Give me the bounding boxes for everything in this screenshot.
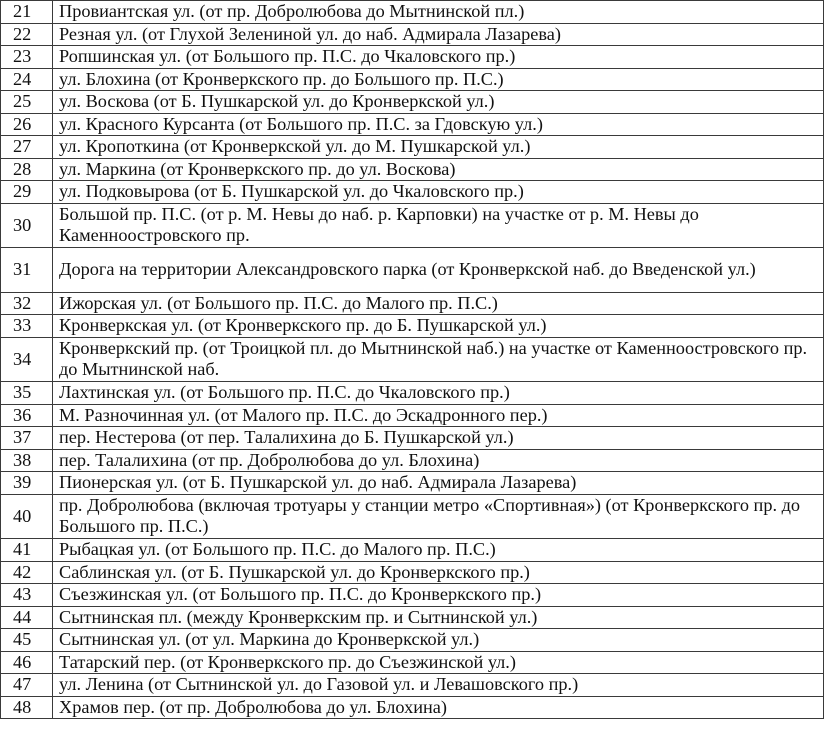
row-number: 40	[1, 494, 53, 539]
street-name: Лахтинская ул. (от Большого пр. П.С. до Чкаловского пр.)	[53, 382, 824, 405]
street-name: Сытнинская ул. (от ул. Маркина до Кронверкской ул.)	[53, 629, 824, 652]
row-number: 28	[1, 158, 53, 181]
row-number: 26	[1, 113, 53, 136]
row-number: 23	[1, 46, 53, 69]
table-row	[1, 472, 824, 495]
street-name: ул. Ленина (от Сытнинской ул. до Газовой ул. и Левашовского пр.)	[53, 674, 824, 697]
row-number: 25	[1, 91, 53, 114]
street-name: пер. Талалихина (от пр. Добролюбова до ул. Блохина)	[53, 449, 824, 472]
street-name: М. Разночинная ул. (от Малого пр. П.С. до Эскадронного пер.)	[53, 404, 824, 427]
row-number: 29	[1, 181, 53, 204]
row-number: 37	[1, 427, 53, 450]
table-row	[1, 68, 824, 91]
street-name: пр. Добролюбова (включая тротуары у станции метро «Спортивная») (от Кронверкского пр. до Большого пр. П.С.)	[53, 494, 824, 539]
table-row	[1, 494, 824, 539]
table-row	[1, 427, 824, 450]
row-number: 45	[1, 629, 53, 652]
row-number: 44	[1, 606, 53, 629]
table-row	[1, 674, 824, 697]
table-row	[1, 382, 824, 405]
row-number: 39	[1, 472, 53, 495]
street-name: пер. Нестерова (от пер. Талалихина до Б. Пушкарской ул.)	[53, 427, 824, 450]
row-number: 36	[1, 404, 53, 427]
row-number: 33	[1, 315, 53, 338]
table-row	[1, 404, 824, 427]
street-name: Большой пр. П.С. (от р. М. Невы до наб. р. Карповки) на участке от р. М. Невы до Каменноостровского пр.	[53, 203, 824, 248]
table-row	[1, 91, 824, 114]
row-number: 46	[1, 651, 53, 674]
table-row	[1, 539, 824, 562]
table-row	[1, 158, 824, 181]
street-name: Провиантская ул. (от пр. Добролюбова до Мытнинской пл.)	[53, 1, 824, 24]
street-name: Дорога на территории Александровского парка (от Кронверкской наб. до Введенской ул.)	[53, 248, 824, 293]
row-number: 42	[1, 561, 53, 584]
street-name: Ижорская ул. (от Большого пр. П.С. до Малого пр. П.С.)	[53, 292, 824, 315]
table-row	[1, 561, 824, 584]
street-name: ул. Подковырова (от Б. Пушкарской ул. до Чкаловского пр.)	[53, 181, 824, 204]
street-name: Резная ул. (от Глухой Зелениной ул. до наб. Адмирала Лазарева)	[53, 23, 824, 46]
row-number: 31	[1, 248, 53, 293]
table-row	[1, 651, 824, 674]
table-row	[1, 315, 824, 338]
street-name: ул. Блохина (от Кронверкского пр. до Большого пр. П.С.)	[53, 68, 824, 91]
street-name: Съезжинская ул. (от Большого пр. П.С. до Кронверкского пр.)	[53, 584, 824, 607]
streets-table-body	[1, 1, 824, 719]
street-name: ул. Воскова (от Б. Пушкарской ул. до Кронверкской ул.)	[53, 91, 824, 114]
table-row	[1, 46, 824, 69]
row-number: 21	[1, 1, 53, 24]
street-name: Храмов пер. (от пр. Добролюбова до ул. Блохина)	[53, 696, 824, 719]
street-name: Саблинская ул. (от Б. Пушкарской ул. до Кронверкского пр.)	[53, 561, 824, 584]
street-name: ул. Красного Курсанта (от Большого пр. П.С. за Гдовскую ул.)	[53, 113, 824, 136]
street-name: Кронверкская ул. (от Кронверкского пр. до Б. Пушкарской ул.)	[53, 315, 824, 338]
table-row	[1, 203, 824, 248]
row-number: 32	[1, 292, 53, 315]
table-row	[1, 696, 824, 719]
table-row	[1, 292, 824, 315]
row-number: 47	[1, 674, 53, 697]
table-row	[1, 584, 824, 607]
row-number: 38	[1, 449, 53, 472]
row-number: 43	[1, 584, 53, 607]
table-row	[1, 606, 824, 629]
row-number: 24	[1, 68, 53, 91]
row-number: 34	[1, 337, 53, 382]
table-row	[1, 23, 824, 46]
row-number: 48	[1, 696, 53, 719]
row-number: 27	[1, 136, 53, 159]
table-row	[1, 629, 824, 652]
row-number: 30	[1, 203, 53, 248]
street-name: Рыбацкая ул. (от Большого пр. П.С. до Малого пр. П.С.)	[53, 539, 824, 562]
table-row	[1, 113, 824, 136]
street-name: Кронверкский пр. (от Троицкой пл. до Мытнинской наб.) на участке от Каменноостровского пр. до Мытнинской наб.	[53, 337, 824, 382]
street-name: ул. Кропоткина (от Кронверкской ул. до М. Пушкарской ул.)	[53, 136, 824, 159]
row-number: 35	[1, 382, 53, 405]
street-name: Ропшинская ул. (от Большого пр. П.С. до Чкаловского пр.)	[53, 46, 824, 69]
street-name: Пионерская ул. (от Б. Пушкарской ул. до наб. Адмирала Лазарева)	[53, 472, 824, 495]
street-name: Татарский пер. (от Кронверкского пр. до Съезжинской ул.)	[53, 651, 824, 674]
table-row	[1, 248, 824, 293]
street-name: ул. Маркина (от Кронверкского пр. до ул. Воскова)	[53, 158, 824, 181]
table-row	[1, 337, 824, 382]
table-row	[1, 181, 824, 204]
row-number: 41	[1, 539, 53, 562]
row-number: 22	[1, 23, 53, 46]
table-row	[1, 1, 824, 24]
table-row	[1, 136, 824, 159]
street-name: Сытнинская пл. (между Кронверкским пр. и Сытнинской ул.)	[53, 606, 824, 629]
table-row	[1, 449, 824, 472]
